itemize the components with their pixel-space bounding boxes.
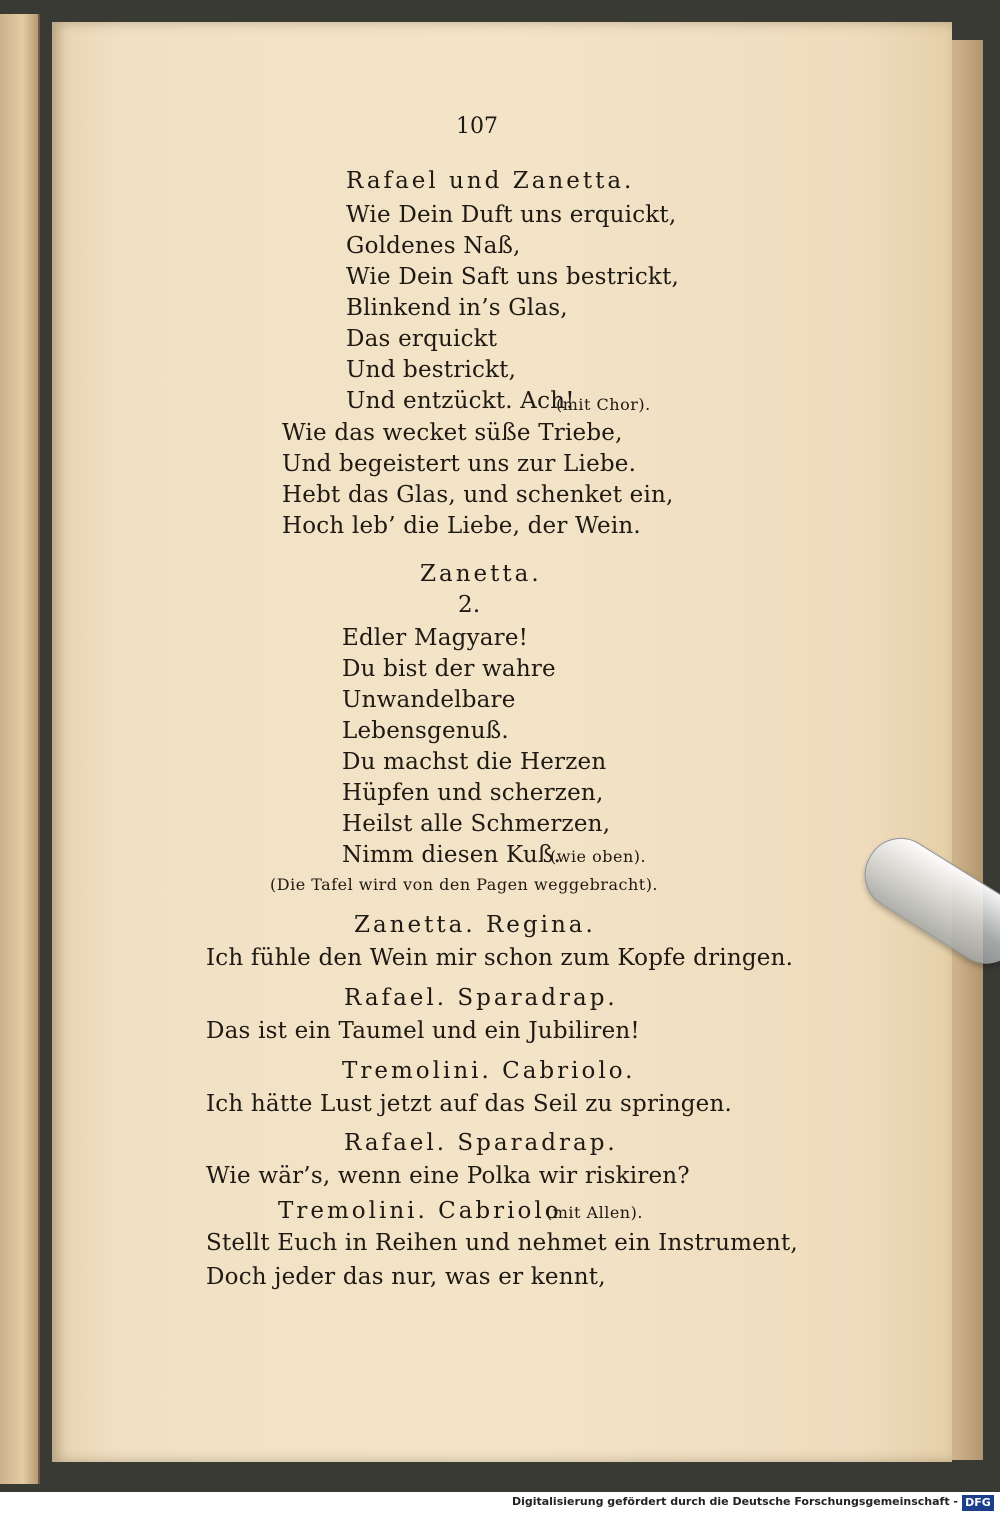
- verse-line: Hebt das Glas, und schenket ein,: [282, 482, 674, 508]
- stage-direction: (Die Tafel wird von den Pagen weggebracht).: [270, 875, 659, 894]
- verse-line: Hoch leb’ die Liebe, der Wein.: [282, 513, 641, 539]
- verse-line: Hüpfen und scherzen,: [342, 780, 604, 806]
- verse-line: Blinkend in’s Glas,: [346, 295, 568, 321]
- verse-line: Unwandelbare: [342, 687, 516, 713]
- dfg-logo: DFG: [962, 1495, 994, 1511]
- verse-line: Und begeistert uns zur Liebe.: [282, 451, 637, 477]
- speaker-heading: Zanetta.: [420, 561, 542, 587]
- speaker-heading: Zanetta. Regina.: [354, 912, 596, 938]
- verse-line: Du bist der wahre: [342, 656, 556, 682]
- stage-direction: (wie oben).: [550, 847, 647, 866]
- verse-line: Goldenes Naß,: [346, 233, 521, 259]
- verse-line: Du machst die Herzen: [342, 749, 607, 775]
- speaker-heading: Tremolini. Cabriolo: [278, 1198, 562, 1224]
- verse-line: Wie das wecket süße Triebe,: [282, 420, 623, 446]
- speaker-heading: Tremolini. Cabriolo.: [342, 1058, 636, 1084]
- verse-line: Heilst alle Schmerzen,: [342, 811, 611, 837]
- verse-line: Das ist ein Taumel und ein Jubiliren!: [206, 1018, 640, 1044]
- footer-bar: [0, 1492, 1000, 1514]
- stage-direction: (mit Chor).: [556, 395, 651, 414]
- speaker-heading: Rafael und Zanetta.: [346, 168, 635, 194]
- verse-line: Ich fühle den Wein mir schon zum Kopfe dringen.: [206, 945, 794, 971]
- verse-line: Ich hätte Lust jetzt auf das Seil zu springen.: [206, 1091, 733, 1117]
- page-number: 107: [456, 114, 498, 139]
- speaker-heading: Rafael. Sparadrap.: [344, 985, 618, 1011]
- verse-line: Und bestrickt,: [346, 357, 517, 383]
- verse-line: Das erquickt: [346, 326, 498, 352]
- stage-direction: (mit Allen).: [546, 1203, 643, 1222]
- verse-line: Lebensgenuß.: [342, 718, 509, 744]
- verse-line: Wie wär’s, wenn eine Polka wir riskiren?: [206, 1163, 690, 1189]
- verse-line: Nimm diesen Kuß.: [342, 842, 562, 868]
- stanza-number: 2.: [458, 592, 481, 618]
- verse-line: Wie Dein Saft uns bestrickt,: [346, 264, 680, 290]
- verse-line: Und entzückt. Ach!: [346, 388, 575, 414]
- verse-line: Stellt Euch in Reihen und nehmet ein Instrument,: [206, 1230, 798, 1256]
- footer-credit: Digitalisierung gefördert durch die Deutsche Forschungsgemeinschaft -: [511, 1495, 958, 1508]
- speaker-heading: Rafael. Sparadrap.: [344, 1130, 618, 1156]
- verse-line: Doch jeder das nur, was er kennt,: [206, 1264, 606, 1290]
- verse-line: Edler Magyare!: [342, 625, 529, 651]
- verse-line: Wie Dein Duft uns erquickt,: [346, 202, 677, 228]
- left-page-edge: [0, 14, 40, 1484]
